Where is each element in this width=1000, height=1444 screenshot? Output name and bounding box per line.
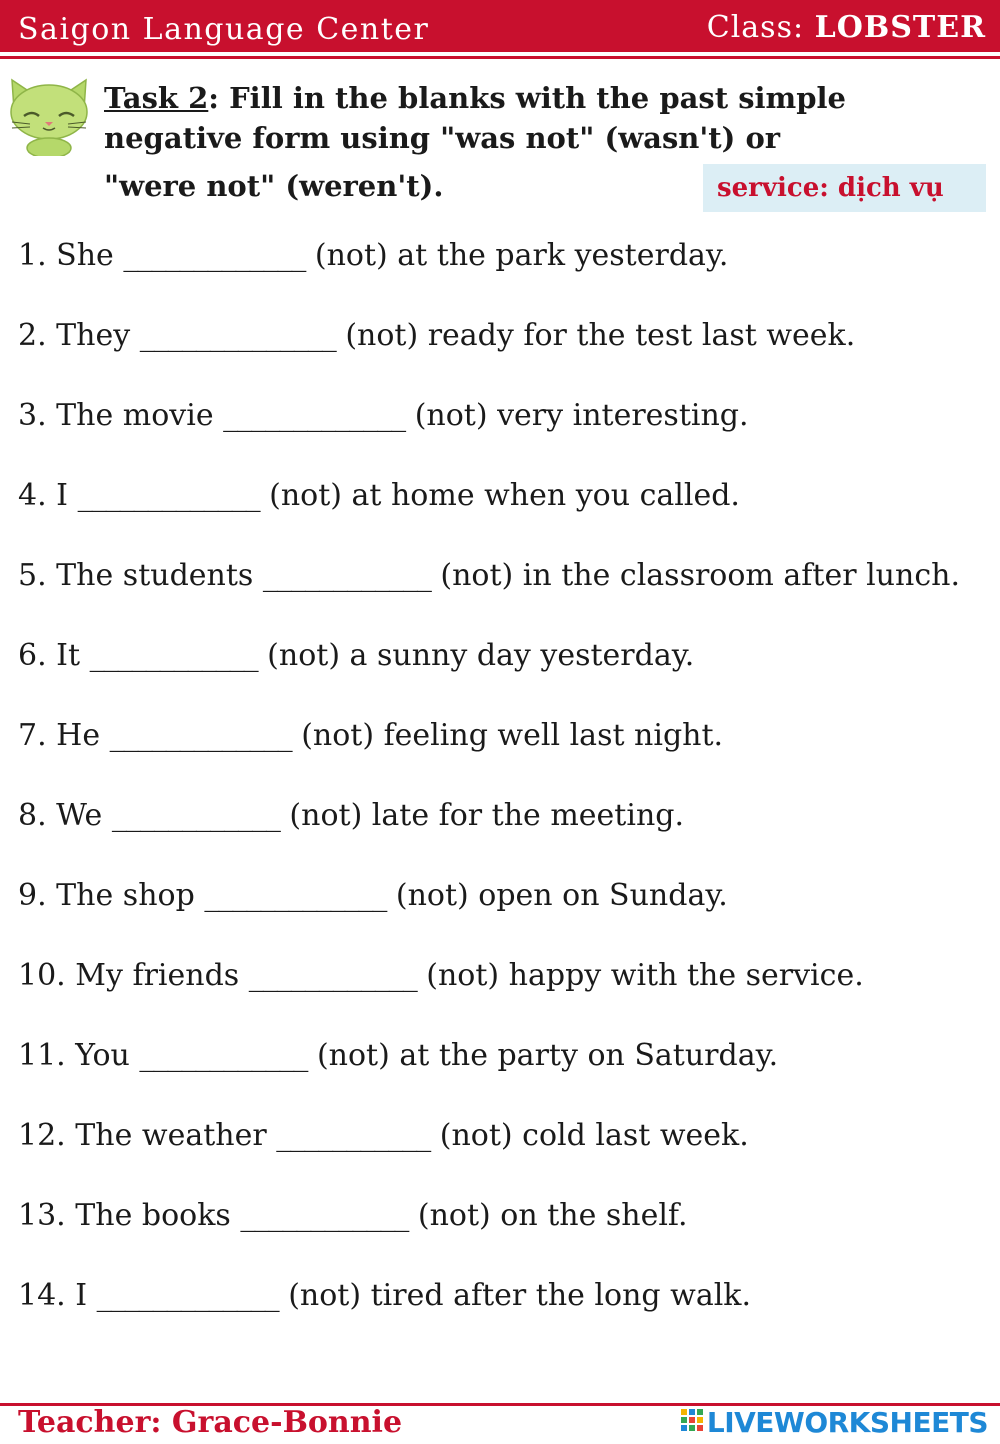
answer-blank[interactable]: ____________	[111, 798, 280, 833]
question-item	[18, 636, 978, 676]
task-label: Task 2	[104, 81, 209, 115]
class-name: LOBSTER	[814, 10, 986, 45]
question-rest: (not) at the party on Saturday.	[316, 1038, 779, 1073]
question-subject: I	[56, 478, 69, 513]
question-subject: The shop	[56, 878, 195, 913]
instruction-line-1: : Fill in the blanks with the past simple	[208, 81, 846, 115]
answer-blank[interactable]: _____________	[109, 718, 292, 753]
question-number: 2.	[18, 318, 47, 353]
answer-blank[interactable]: ___________	[276, 1118, 431, 1153]
question-number: 7.	[18, 718, 47, 753]
instruction-line-3: "were not" (weren't).	[104, 169, 444, 203]
question-rest: (not) happy with the service.	[426, 958, 864, 993]
question-subject: I	[75, 1278, 88, 1313]
question-item	[18, 1276, 978, 1316]
question-item	[18, 316, 978, 356]
teacher-name: Teacher: Grace-Bonnie	[18, 1405, 403, 1440]
question-number: 8.	[18, 798, 47, 833]
question-rest: (not) on the shelf.	[417, 1198, 688, 1233]
question-rest: (not) in the classroom after lunch.	[440, 558, 960, 593]
answer-blank[interactable]: ____________	[139, 1038, 308, 1073]
header-divider	[0, 56, 1000, 59]
question-item	[18, 876, 978, 916]
question-number: 11.	[18, 1038, 66, 1073]
question-number: 1.	[18, 238, 47, 273]
class-prefix: Class:	[706, 10, 805, 45]
question-number: 10.	[18, 958, 66, 993]
question-number: 3.	[18, 398, 47, 433]
answer-blank[interactable]: ____________	[240, 1198, 409, 1233]
question-number: 5.	[18, 558, 47, 593]
question-subject: It	[56, 638, 81, 673]
question-subject: The movie	[56, 398, 214, 433]
question-number: 6.	[18, 638, 47, 673]
answer-blank[interactable]: ____________	[89, 638, 258, 673]
instruction-line-2: negative form using "was not" (wasn't) or	[104, 121, 781, 155]
header-bar	[0, 0, 1000, 52]
question-item	[18, 716, 978, 756]
question-rest: (not) open on Sunday.	[395, 878, 728, 913]
question-subject: She	[56, 238, 114, 273]
question-item	[18, 1036, 978, 1076]
question-item	[18, 236, 978, 276]
question-item	[18, 796, 978, 836]
answer-blank[interactable]: _____________	[96, 1278, 279, 1313]
question-rest: (not) at the park yesterday.	[314, 238, 729, 273]
question-rest: (not) at home when you called.	[269, 478, 740, 513]
logo-text: LIVEWORKSHEETS	[706, 1405, 988, 1439]
question-subject: You	[75, 1038, 130, 1073]
answer-blank[interactable]: _____________	[204, 878, 387, 913]
vocab-text: service: dịch vụ	[717, 173, 944, 203]
question-subject: The weather	[75, 1118, 267, 1153]
question-number: 4.	[18, 478, 47, 513]
class-label	[707, 10, 986, 45]
question-item	[18, 556, 978, 596]
answer-blank[interactable]: _____________	[123, 238, 306, 273]
question-subject: They	[56, 318, 131, 353]
question-rest: (not) late for the meeting.	[289, 798, 685, 833]
question-rest: (not) very interesting.	[414, 398, 749, 433]
question-item	[18, 956, 978, 996]
question-subject: We	[56, 798, 103, 833]
question-list	[18, 236, 978, 1356]
question-rest: (not) tired after the long walk.	[288, 1278, 752, 1313]
green-cat-icon	[6, 76, 92, 156]
answer-blank[interactable]: ____________	[248, 958, 417, 993]
liveworksheets-logo	[681, 1406, 988, 1438]
question-rest: (not) feeling well last night.	[301, 718, 724, 753]
answer-blank[interactable]: ______________	[139, 318, 336, 353]
question-rest: (not) cold last week.	[439, 1118, 749, 1153]
question-number: 12.	[18, 1118, 66, 1153]
answer-blank[interactable]: _____________	[77, 478, 260, 513]
question-number: 9.	[18, 878, 47, 913]
school-name: Saigon Language Center	[18, 12, 430, 47]
question-item	[18, 396, 978, 436]
vocab-note	[703, 164, 986, 212]
question-subject: He	[56, 718, 101, 753]
question-subject: My friends	[75, 958, 240, 993]
question-number: 14.	[18, 1278, 66, 1313]
question-subject: The students	[56, 558, 254, 593]
liveworksheets-logo-icon	[681, 1409, 703, 1435]
question-number: 13.	[18, 1198, 66, 1233]
question-rest: (not) a sunny day yesterday.	[267, 638, 695, 673]
question-item	[18, 476, 978, 516]
answer-blank[interactable]: ____________	[262, 558, 431, 593]
answer-blank[interactable]: _____________	[223, 398, 406, 433]
question-item	[18, 1116, 978, 1156]
question-item	[18, 1196, 978, 1236]
question-subject: The books	[75, 1198, 231, 1233]
question-rest: (not) ready for the test last week.	[345, 318, 856, 353]
